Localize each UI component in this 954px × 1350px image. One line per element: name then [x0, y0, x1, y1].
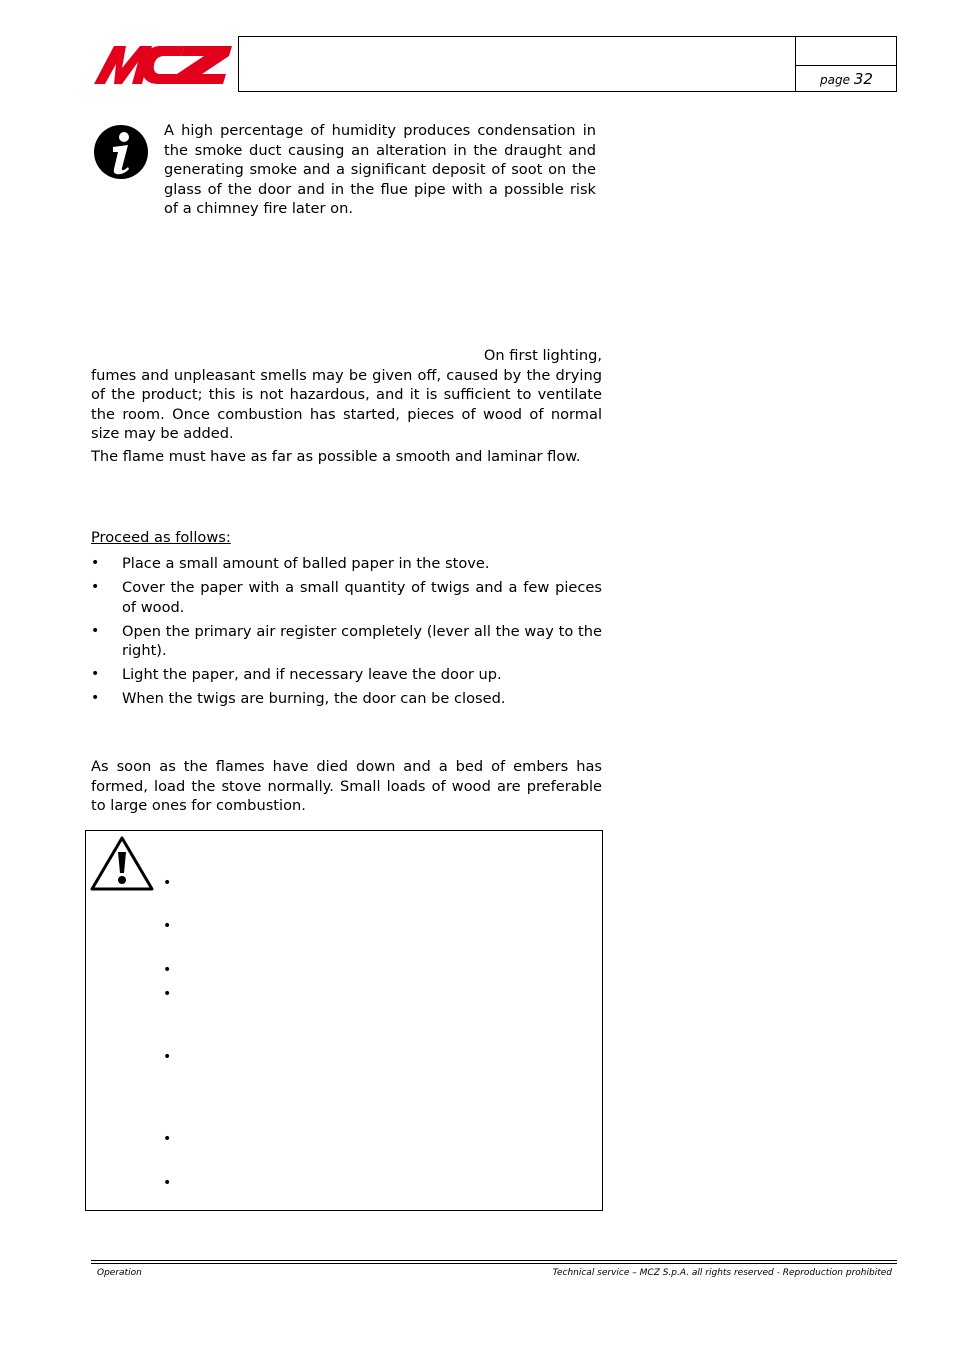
bullet: • [163, 1049, 172, 1065]
bullet: • [163, 1175, 172, 1191]
bullet: • [163, 918, 172, 934]
info-icon [93, 124, 149, 180]
footer-copyright: Technical service – MCZ S.p.A. all rights reserved - Reproduction prohibited [552, 1268, 892, 1278]
mcz-logo [92, 44, 234, 86]
list-item: • Light the paper, and if necessary leave the door up. [91, 665, 602, 685]
loading-paragraph: As soon as the flames have died down and a bed of embers has formed, load the stove normally. Small loads of wood are preferable to large ones for combustion. [91, 758, 602, 814]
header-divider [795, 65, 897, 66]
bullet: • [163, 1131, 172, 1147]
warning-box [85, 830, 603, 1211]
list-item: • Open the primary air register completely (lever all the way to the right). [91, 622, 602, 661]
warning-triangle-icon [90, 835, 154, 891]
bullet: • [163, 875, 172, 891]
page-number-value: 32 [853, 70, 873, 88]
humidity-warning-text: A high percentage of humidity produces condensation in the smoke duct causing an alteration in the draught and generating smoke and a significant deposit of soot on the glass of the door and in the flue pipe with a possible risk of a chimney fire later on. [164, 122, 596, 217]
list-item: • Place a small amount of balled paper in the stove. [91, 554, 602, 574]
footer-rule [91, 1260, 897, 1261]
bullet: • [163, 962, 172, 978]
first-lighting-lead: On first lighting, [483, 347, 602, 364]
footer-section: Operation [97, 1268, 142, 1278]
list-item: • When the twigs are burning, the door can be closed. [91, 689, 602, 709]
first-lighting-paragraph [91, 346, 602, 444]
list-item: • Cover the paper with a small quantity of twigs and a few pieces of wood. [91, 578, 602, 617]
bullet: • [163, 986, 172, 1002]
lighting-steps-list [91, 554, 602, 713]
footer-rule [91, 1263, 897, 1264]
first-lighting-text: fumes and unpleasant smells may be given off, caused by the drying of the product; this is not hazardous, and it is sufficient to ventilate the room. Once combustion has started, pieces of wood of normal size may be added. [91, 366, 602, 442]
proceed-heading: Proceed as follows: [91, 529, 231, 546]
page-number [796, 70, 897, 88]
flame-note: The flame must have as far as possible a smooth and laminar flow. [91, 448, 581, 465]
page-label: page [820, 73, 851, 87]
